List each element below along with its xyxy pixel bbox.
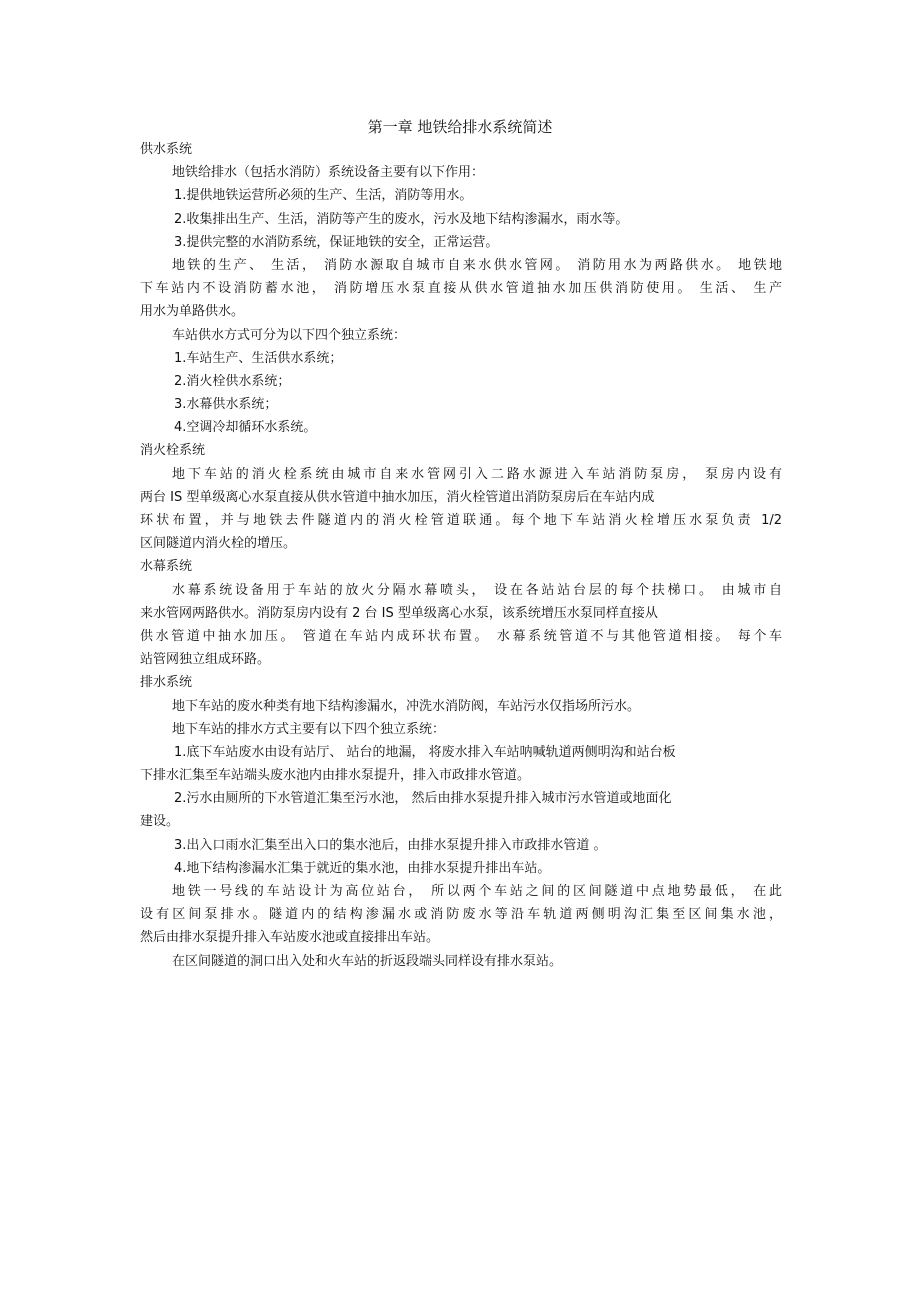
paragraph-line: 然后由排水泵提升排入车站废水池或直接排出车站。 bbox=[140, 930, 440, 946]
paragraph-line: 供水管道中抽水加压。 管道在车站内成环状布置。 水幕系统管道不与其他管道相接。 每个车 bbox=[140, 628, 782, 644]
paragraph-line: 区间隧道内消火栓的增压。 bbox=[140, 536, 297, 552]
section-heading: 消火栓系统 bbox=[140, 443, 206, 459]
section-heading: 排水系统 bbox=[140, 675, 193, 691]
paragraph-line: 站管网独立组成环路。 bbox=[140, 652, 271, 668]
list-item: 1.车站生产、生活供水系统； bbox=[174, 350, 343, 366]
paragraph-line: 用水为单路供水。 bbox=[140, 304, 245, 320]
section-heading: 水幕系统 bbox=[140, 559, 193, 575]
list-item: 1.底下车站废水由设有站厅、 站台的地漏， 将废水排入车站呐喊轨道两侧明沟和站台板 bbox=[174, 744, 676, 760]
paragraph-line: 地铁一号线的车站设计为高位站台， 所以两个车站之间的区间隧道中点地势最低， 在此 bbox=[172, 884, 782, 899]
section-heading: 供水系统 bbox=[140, 142, 193, 157]
list-item: 4.空调冷却循环水系统。 bbox=[174, 420, 317, 436]
list-item: 3.提供完整的水消防系统，保证地铁的安全，正常运营。 bbox=[174, 234, 499, 250]
list-item: 2.污水由厕所的下水管道汇集至污水池， 然后由排水泵提升排入城市污水管道或地面化 bbox=[174, 791, 672, 807]
document-body bbox=[140, 138, 782, 973]
list-item: 3.水幕供水系统； bbox=[174, 397, 278, 413]
paragraph-line: 来水管网两路供水。消防泵房内设有 2 台 IS 型单级离心水泵，该系统增压水泵同样直接从 bbox=[140, 605, 658, 621]
paragraph-line: 建设。 bbox=[140, 814, 180, 830]
paragraph-line: 地铁的生产、 生活， 消防水源取自城市自来水供水管网。 消防用水为两路供水。 地铁地 bbox=[172, 257, 782, 273]
paragraph-line: 地下车站的排水方式主要有以下四个独立系统： bbox=[172, 721, 446, 737]
list-item: 3.出入口雨水汇集至出入口的集水池后，由排水泵提升排入市政排水管道 。 bbox=[174, 837, 607, 853]
paragraph-line: 地铁给排水（包括水消防）系统设备主要有以下作用： bbox=[172, 165, 485, 181]
page-title: 第一章 地铁给排水系统简述 bbox=[367, 118, 553, 136]
paragraph-line: 下排水汇集至车站端头废水池内由排水泵提升，排入市政排水管道。 bbox=[140, 768, 531, 784]
paragraph-line: 车站供水方式可分为以下四个独立系统： bbox=[172, 327, 407, 343]
paragraph-line: 设有区间泵排水。隧道内的结构渗漏水或消防废水等沿车轨道两侧明沟汇集至区间集水池， bbox=[140, 907, 782, 923]
paragraph-line: 地下车站的消火栓系统由城市自来水管网引入二路水源进入车站消防泵房， 泵房内设有 bbox=[172, 466, 782, 482]
list-item: 2.消火栓供水系统； bbox=[174, 373, 291, 389]
paragraph-line: 两台 IS 型单级离心水泵直接从供水管道中抽水加压，消火栓管道出消防泵房后在车站内成 bbox=[140, 489, 655, 505]
list-item: 4.地下结构渗漏水汇集于就近的集水池，由排水泵提升排出车站。 bbox=[174, 860, 551, 876]
paragraph-line: 水幕系统设备用于车站的放火分隔水幕喷头， 设在各站站台层的每个扶梯口。 由城市自 bbox=[172, 582, 782, 598]
paragraph-line: 在区间隧道的洞口出入处和火车站的折返段端头同样设有排水泵站。 bbox=[172, 953, 563, 969]
paragraph-line: 地下车站的废水种类有地下结构渗漏水，冲洗水消防阀，车站污水仅指场所污水。 bbox=[172, 698, 641, 714]
paragraph-line: 下车站内不设消防蓄水池， 消防增压水泵直接从供水管道抽水加压供消防使用。 生活、 生产 bbox=[140, 281, 782, 297]
list-item: 2.收集排出生产、生活，消防等产生的废水，污水及地下结构渗漏水，雨水等。 bbox=[174, 211, 629, 227]
paragraph-line: 环状布置，并与地铁去件隧道内的消火栓管道联通。每个地下车站消火栓增压水泵负责 1/2 bbox=[140, 513, 782, 528]
list-item: 1.提供地铁运营所必须的生产、生活，消防等用水。 bbox=[174, 188, 473, 204]
